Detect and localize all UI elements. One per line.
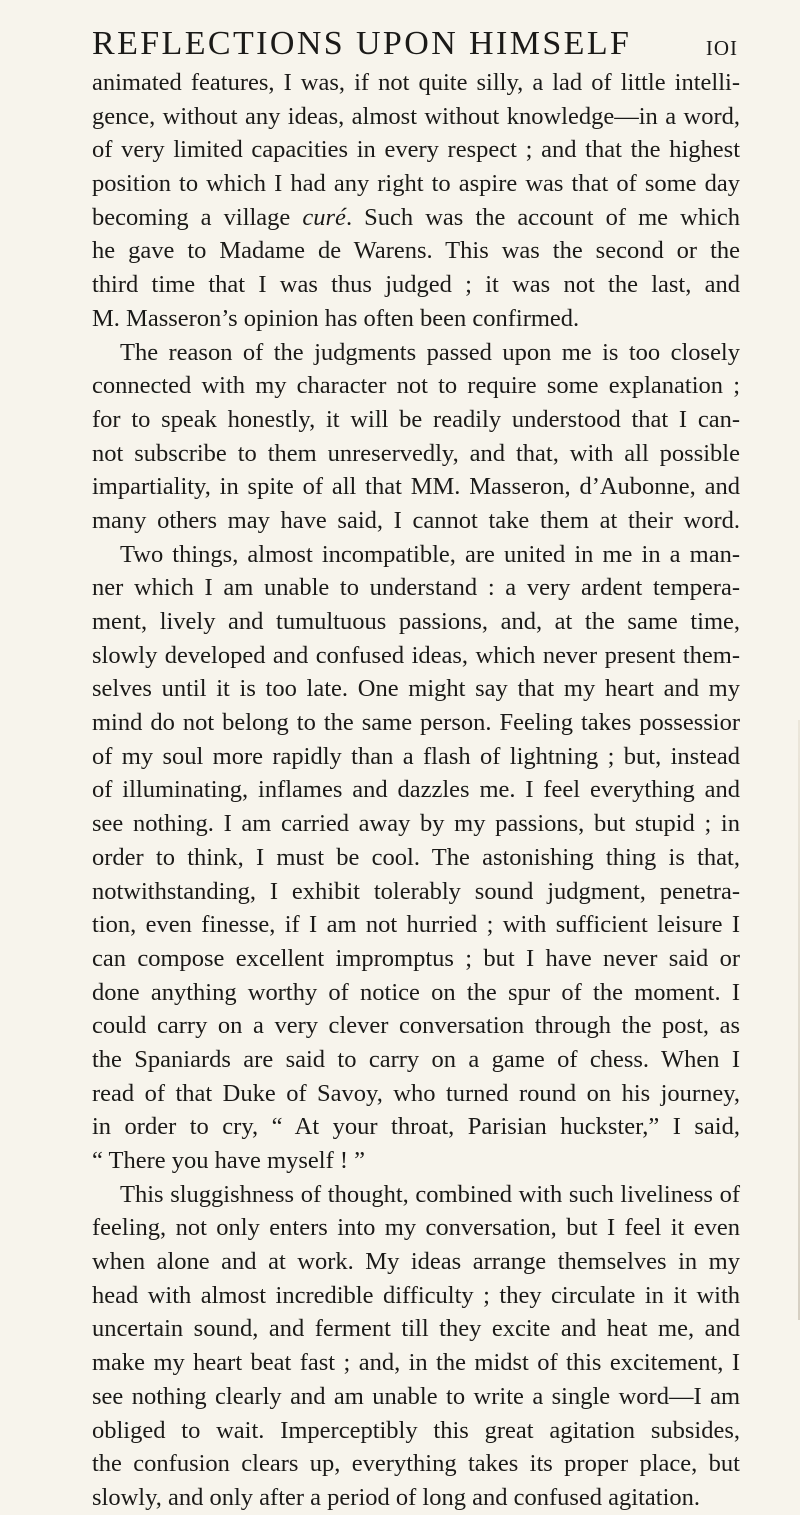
text-line: can compose excellent impromptus ; but I have never said or: [92, 944, 740, 972]
text-line: could carry on a very clever conversation through the post, as: [92, 1012, 740, 1040]
text-line: see nothing. I am carried away by my passions, but stupid ; in: [92, 810, 740, 838]
text-line: of very limited capacities in every respect ; and that the highest: [92, 136, 740, 164]
page-header: [92, 22, 738, 66]
text-segment: becoming a village: [92, 203, 291, 231]
text-line: gence, without any ideas, almost without knowledge—in a word,: [92, 102, 740, 130]
text-line: read of that Duke of Savoy, who turned round on his journey,: [92, 1079, 740, 1107]
text-line: in order to cry, “ At your throat, Parisian huckster,” I said,: [92, 1113, 740, 1141]
text-line: head with almost incredible difficulty ; they circulate in it with: [92, 1281, 740, 1309]
text-line: [92, 201, 740, 235]
text-line: of illuminating, inflames and dazzles me. I feel everything and: [92, 776, 740, 804]
text-line: The reason of the judgments passed upon me is too closely: [120, 338, 740, 366]
text-line: uncertain sound, and ferment till they excite and heat me, and: [92, 1315, 740, 1343]
running-head: REFLECTIONS UPON HIMSELF: [92, 25, 632, 62]
text-line: selves until it is too late. One might say that my heart and my: [92, 675, 740, 703]
text-line: when alone and at work. My ideas arrange themselves in my: [92, 1248, 740, 1276]
text-line: This sluggishness of thought, combined with such liveliness of: [120, 1180, 740, 1208]
text-line: position to which I had any right to aspire was that of some day: [92, 170, 740, 198]
text-line: notwithstanding, I exhibit tolerably sound judgment, penetra-: [92, 877, 740, 905]
text-line: order to think, I must be cool. The astonishing thing is that,: [92, 843, 740, 871]
text-line: ment, lively and tumultuous passions, and, at the same time,: [92, 608, 740, 635]
text-line: done anything worthy of notice on the spur of the moment. I: [92, 978, 740, 1006]
text-line: many others may have said, I cannot take them at their word.: [92, 506, 740, 534]
text-line: obliged to wait. Imperceptibly this great agitation subsides,: [92, 1416, 740, 1444]
text-line: the Spaniards are said to carry on a game of chess. When I: [92, 1045, 740, 1073]
page-number: ioi: [705, 29, 738, 62]
text-line: animated features, I was, if not quite silly, a lad of little intelli-: [92, 69, 740, 96]
text-line: for to speak honestly, it will be readily understood that I can-: [92, 405, 740, 433]
text-line: impartiality, in spite of all that MM. Masseron, d’Aubonne, and: [92, 473, 740, 501]
text-line: M. Masseron’s opinion has often been confirmed.: [92, 304, 580, 332]
text-line: “ There you have myself ! ”: [92, 1147, 366, 1174]
text-line: he gave to Madame de Warens. This was the second or the: [92, 237, 740, 265]
text-line: of my soul more rapidly than a flash of lightning ; but, instead: [92, 742, 740, 770]
text-line: slowly developed and confused ideas, which never present them-: [92, 641, 740, 669]
text-line: connected with my character not to require some explanation ;: [92, 372, 740, 400]
text-line: make my heart beat fast ; and, in the midst of this excitement, I: [92, 1349, 740, 1377]
text-line: Two things, almost incompatible, are united in me in a man-: [120, 540, 740, 568]
body-text: [92, 66, 740, 1515]
text-line: slowly, and only after a period of long and confused agitation.: [92, 1483, 701, 1511]
text-line: mind do not belong to the same person. Feeling takes possessior: [92, 709, 740, 737]
italic-word: curé: [302, 203, 346, 231]
text-line: third time that I was thus judged ; it was not the last, and: [92, 271, 740, 299]
text-line: ner which I am unable to understand : a very ardent tempera-: [92, 574, 740, 602]
text-segment: . Such was the account of me which: [345, 203, 741, 231]
text-line: tion, even finesse, if I am not hurried ; with sufficient leisure I: [92, 911, 740, 939]
text-line: not subscribe to them unreservedly, and that, with all possible: [92, 439, 740, 467]
text-line: the confusion clears up, everything takes its proper place, but: [92, 1450, 740, 1478]
text-line: feeling, not only enters into my conversation, but I feel it even: [92, 1214, 740, 1242]
text-line: see nothing clearly and am unable to write a single word—I am: [92, 1382, 740, 1410]
